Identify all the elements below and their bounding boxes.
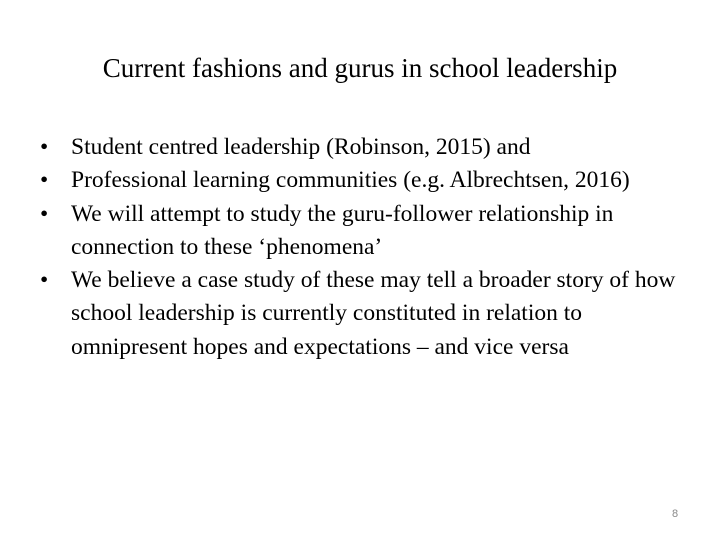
bullet-item <box>40 164 700 197</box>
bullet-dot-icon: • <box>40 134 49 160</box>
bullet-dot-icon: • <box>40 167 49 194</box>
bullet-item <box>40 264 700 364</box>
bullet-text: We believe a case study of these may tell a broader story of how school leadership is currently constituted in relation to omnipresent hopes and expectations – and vice versa <box>71 267 676 360</box>
bullet-item <box>40 131 700 164</box>
bullet-text: Student centred leadership (Robinson, 2015) and <box>71 134 531 160</box>
page-number: 8 <box>671 508 679 520</box>
bullet-dot-icon: • <box>40 200 49 227</box>
bullet-list <box>40 131 700 364</box>
bullet-text: Professional learning communities (e.g. Albrechtsen, 2016) <box>71 167 630 194</box>
bullet-item <box>40 198 700 265</box>
bullet-dot-icon: • <box>40 267 49 294</box>
slide-title: Current fashions and gurus in school leadership <box>102 53 618 83</box>
bullet-text: We will attempt to study the guru-follower relationship in connection to these ‘phenomena’ <box>71 200 614 260</box>
